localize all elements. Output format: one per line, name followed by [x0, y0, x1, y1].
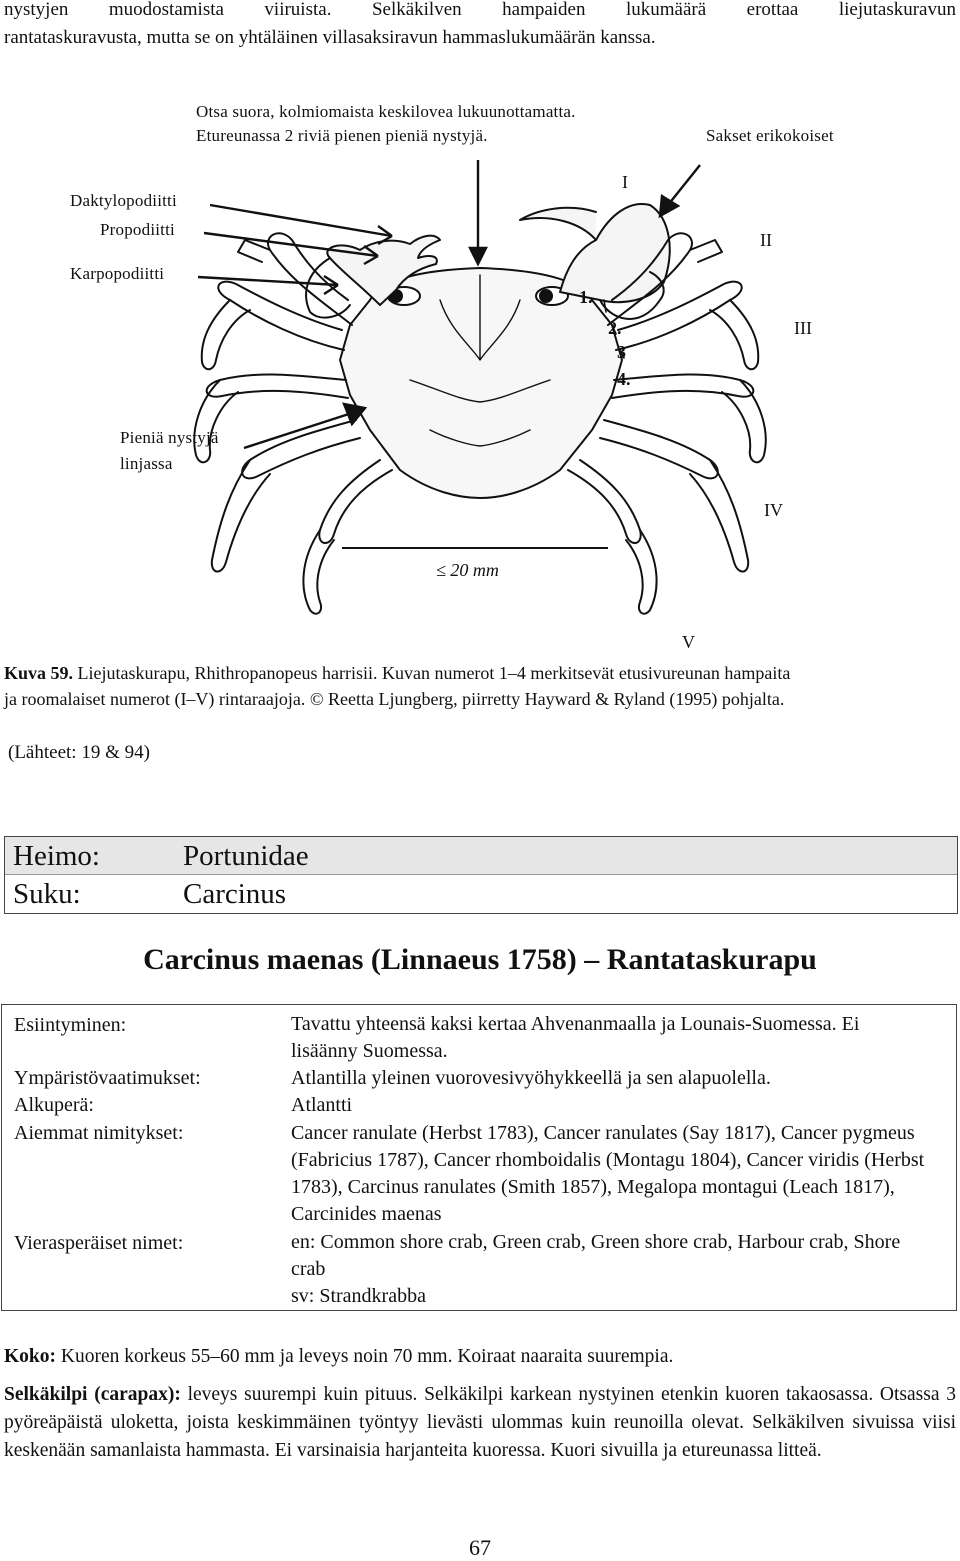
page-number: 67: [469, 1535, 491, 1560]
leg-label-IV: IV: [764, 500, 783, 520]
size-text: Kuoren korkeus 55–60 mm ja leveys noin 70 mm. Koiraat naaraita suurempia.: [56, 1346, 674, 1367]
foreign-names-en: en: Common shore crab, Green crab, Green shore crab, Harbour crab, Shore crab: [291, 1231, 901, 1280]
leg-label-II: II: [760, 230, 772, 250]
tooth-label-4: 4.: [617, 369, 631, 389]
sources-line: (Lähteet: 19 & 94): [8, 742, 150, 763]
intro-line-1: nystyjen muodostamista viiruista. Selkäkilven hampaiden lukumäärä erottaa liejutaskuravun: [4, 0, 956, 20]
carapace-paragraph: [4, 1381, 956, 1465]
family-key: Heimo:: [13, 840, 100, 872]
tooth-label-3: 3: [617, 342, 626, 362]
label-daktylopodiitti: Daktylopodiitti: [70, 191, 177, 210]
species-info-table: [1, 1004, 957, 1311]
taxonomy-row-genus: [5, 875, 957, 912]
leg-label-I: I: [622, 172, 628, 192]
synonyms-value: Cancer ranulate (Herbst 1783), Cancer ranulates (Say 1817), Cancer pygmeus (Fabricius 1787), Cancer rhomboidalis (Montagu 1804), Cancer viridis (Herbst 1783), Carcinus ranulates (Smith 1857), Megalopa montagui (Leach 1817), Carcinides maenas: [291, 1122, 925, 1225]
tooth-label-2: 2.: [608, 318, 622, 338]
genus-value: Carcinus: [183, 878, 287, 910]
note-claws: Sakset erikokoiset: [706, 126, 834, 145]
occurrence-key: Esiintyminen:: [14, 1014, 127, 1036]
origin-value: Atlantti: [291, 1094, 353, 1116]
synonyms-key: Aiemmat nimitykset:: [14, 1122, 184, 1144]
note-forehead-2: Etureunassa 2 riviä pienen pieniä nystyjä.: [196, 126, 488, 145]
caption-text-1: Liejutaskurapu, Rhithropanopeus harrisii. Kuvan numerot 1–4 merkitsevät etusivureunan hampaita: [73, 663, 791, 683]
carapace-label: Selkäkilpi (carapax):: [4, 1384, 181, 1405]
label-nystyja-2: linjassa: [120, 454, 173, 473]
family-value: Portunidae: [183, 840, 309, 872]
label-karpopodiitti: Karpopodiitti: [70, 264, 165, 283]
label-propodiitti: Propodiitti: [100, 220, 175, 239]
leg-label-III: III: [794, 318, 812, 338]
foreign-names-key: Vierasperäiset nimet:: [14, 1232, 184, 1254]
figure-caption: [4, 660, 956, 712]
taxonomy-row-family: [5, 837, 957, 875]
foreign-names-value: [291, 1229, 931, 1310]
size-label: Koko:: [4, 1346, 57, 1367]
note-forehead-1: Otsa suora, kolmiomaista keskilovea lukuunottamatta.: [196, 102, 576, 121]
taxonomy-table: [4, 836, 958, 914]
intro-line-2: rantataskuravusta, mutta se on yhtäläinen villasaksiravun hammaslukumäärän kanssa.: [4, 27, 656, 48]
leg-label-V: V: [682, 632, 695, 652]
environment-value: Atlantilla yleinen vuorovesivyöhykkeellä ja sen alapuolella.: [291, 1067, 771, 1089]
label-nystyja-1: Pieniä nystyjä: [120, 428, 219, 447]
occurrence-value: Tavattu yhteensä kaksi kertaa Ahvenanmaalla ja Lounais-Suomessa. Ei lisäänny Suomessa.: [291, 1013, 860, 1062]
origin-key: Alkuperä:: [14, 1094, 94, 1116]
caption-label: Kuva 59.: [4, 663, 74, 683]
size-paragraph: [4, 1343, 956, 1371]
scale-label: ≤ 20 mm: [436, 560, 499, 580]
species-heading: Carcinus maenas (Linnaeus 1758) – Rantataskurapu: [143, 943, 817, 976]
environment-key: Ympäristövaatimukset:: [14, 1067, 201, 1089]
genus-key: Suku:: [13, 878, 81, 910]
caption-text-2: ja roomalaiset numerot (I–V) rintaraajoja. © Reetta Ljungberg, piirretty Hayward & Ryland (1995) pohjalta.: [4, 689, 785, 709]
carapace-text: leveys suurempi kuin pituus. Selkäkilpi karkean nystyinen etenkin kuoren takaosassa. Otsassa 3 pyöreäpäistä uloketta, joista keskimmäinen työntyy lievästi ulommas kuin reunoilla olevat. Selkäkilven sivuissa viisi keskenään samanlaista hammasta. Ei varsinaisia harjanteita kuoressa. Kuori sivuilla ja etureunassa litteä.: [4, 1384, 956, 1461]
foreign-names-sv: sv: Strandkrabba: [291, 1285, 426, 1307]
tooth-label-1: 1.: [579, 287, 593, 307]
